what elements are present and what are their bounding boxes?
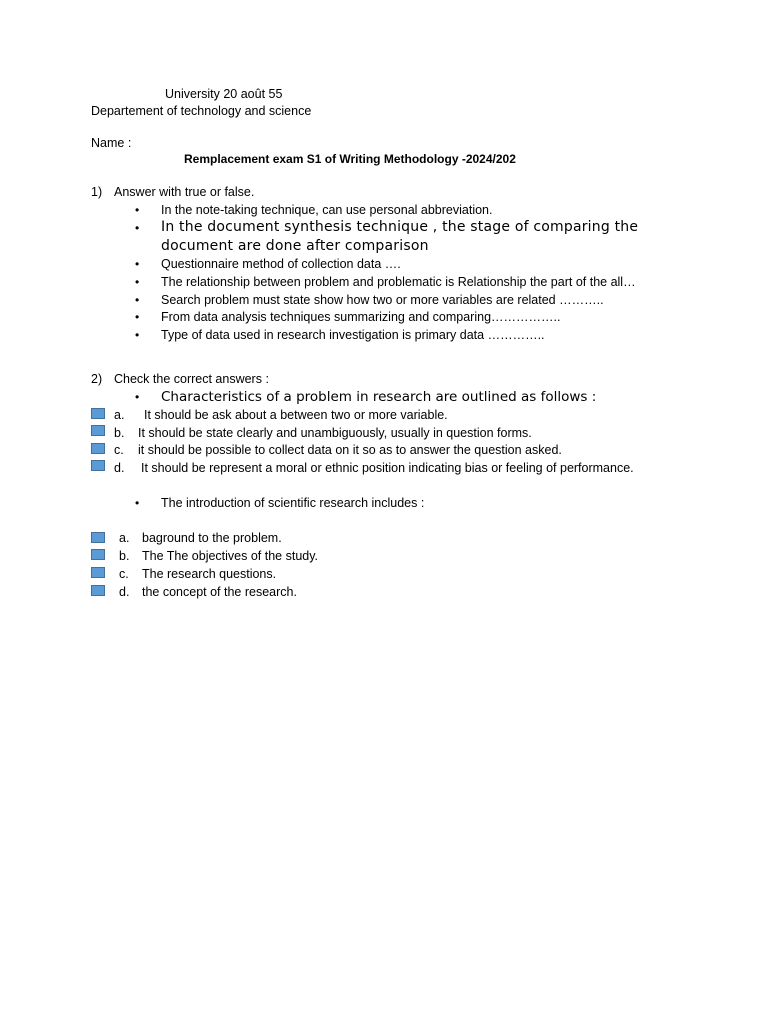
checkbox-icon[interactable] xyxy=(91,408,105,419)
department-name: Departement of technology and science xyxy=(91,104,312,118)
checkbox-icon[interactable] xyxy=(91,425,105,436)
bullet-icon: • xyxy=(135,328,140,342)
option-text: The The objectives of the study. xyxy=(142,549,319,563)
bullet-icon: • xyxy=(135,257,140,271)
q1-item: From data analysis techniques summarizing and comparing…………….. xyxy=(161,310,561,324)
option-text: it should be possible to collect data on it so as to answer the question asked. xyxy=(138,443,562,457)
checkbox-icon[interactable] xyxy=(91,549,105,560)
q2-part1-heading: Characteristics of a problem in research are outlined as follows : xyxy=(161,389,597,405)
option-text: baground to the problem. xyxy=(142,531,282,545)
q1-item: In the note-taking technique, can use personal abbreviation. xyxy=(161,203,493,217)
option-letter: c. xyxy=(114,443,124,457)
checkbox-icon[interactable] xyxy=(91,585,105,596)
bullet-icon: • xyxy=(135,221,140,235)
option-letter: a. xyxy=(119,531,130,545)
option-text: The research questions. xyxy=(142,567,277,581)
q1-item: The relationship between problem and problematic is Relationship the part of the all… xyxy=(161,275,636,289)
bullet-icon: • xyxy=(135,275,140,289)
option-letter: d. xyxy=(114,461,125,475)
bullet-icon: • xyxy=(135,496,140,510)
option-letter: b. xyxy=(119,549,130,563)
bullet-icon: • xyxy=(135,310,140,324)
option-letter: c. xyxy=(119,567,129,581)
option-letter: d. xyxy=(119,585,130,599)
option-text: the concept of the research. xyxy=(142,585,297,599)
option-text: It should be represent a moral or ethnic position indicating bias or feeling of performance. xyxy=(141,461,634,475)
bullet-icon: • xyxy=(135,203,140,217)
option-text: It should be state clearly and unambiguously, usually in question forms. xyxy=(138,426,532,440)
bullet-icon: • xyxy=(135,293,140,307)
option-text: It should be ask about a between two or more variable. xyxy=(144,408,448,422)
q2-prompt: Check the correct answers : xyxy=(114,372,269,386)
university-name: University 20 août 55 xyxy=(165,87,283,101)
q2-number: 2) xyxy=(91,372,103,386)
q1-item: Search problem must state show how two or more variables are related ……….. xyxy=(161,293,604,307)
name-label: Name : xyxy=(91,136,132,150)
q1-item: In the document synthesis technique , the stage of comparing the xyxy=(161,219,639,235)
q1-item: Questionnaire method of collection data …. xyxy=(161,257,401,271)
checkbox-icon[interactable] xyxy=(91,443,105,454)
checkbox-icon[interactable] xyxy=(91,532,105,543)
q2-part2-heading: The introduction of scientific research includes : xyxy=(161,496,425,510)
option-letter: a. xyxy=(114,408,125,422)
checkbox-icon[interactable] xyxy=(91,460,105,471)
checkbox-icon[interactable] xyxy=(91,567,105,578)
exam-title: Remplacement exam S1 of Writing Methodology -2024/202 xyxy=(184,152,516,166)
q1-prompt: Answer with true or false. xyxy=(114,185,255,199)
q1-item: Type of data used in research investigation is primary data ………….. xyxy=(161,328,545,342)
q1-item-continued: document are done after comparison xyxy=(161,238,429,254)
option-letter: b. xyxy=(114,426,125,440)
q1-number: 1) xyxy=(91,185,103,199)
bullet-icon: • xyxy=(135,390,140,404)
